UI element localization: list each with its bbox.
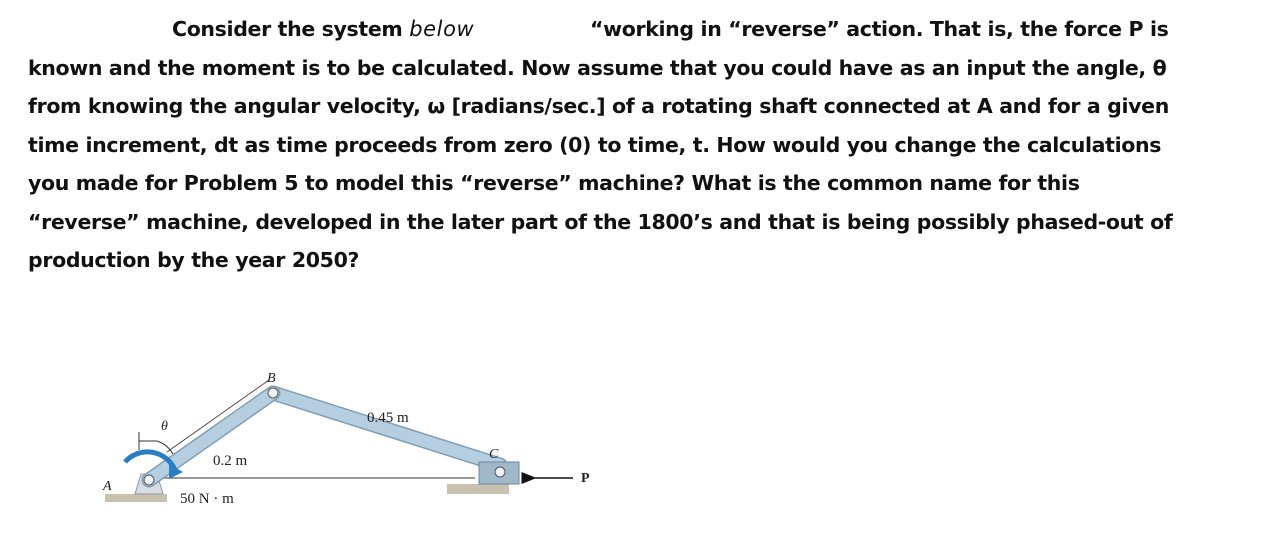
ground-c [447, 484, 509, 494]
slider-crank-diagram [95, 362, 615, 537]
label-b: B [267, 371, 276, 386]
problem-line-2: known and the moment is to be calculated. Now assume that you could have as an input the angle, θ [28, 55, 1167, 80]
pin-b [268, 388, 278, 398]
label-p: P [581, 471, 590, 486]
problem-line-5: you made for Problem 5 to model this “reverse” machine? What is the common name for this [28, 171, 1080, 195]
ground-a [105, 494, 167, 502]
moment-label: 50 N · m [180, 491, 234, 507]
problem-line-1-prefix: Consider the system [172, 17, 403, 41]
pin-c [495, 467, 505, 477]
problem-line-3: from knowing the angular velocity, ω [radians/sec.] of a rotating shaft connected at A and for a given [28, 94, 1169, 118]
problem-statement [28, 10, 1253, 280]
rod-length-label: 0.45 m [367, 410, 409, 426]
problem-line-6: “reverse” machine, developed in the later part of the 1800’s and that is being possibly phased-out of [28, 209, 1173, 234]
problem-line-7: production by the year 2050? [28, 248, 360, 272]
problem-line-1 [28, 10, 1253, 49]
label-a: A [103, 479, 112, 494]
problem-line-1-suffix: “working in “reverse” action. That is, the force P is [590, 17, 1169, 41]
handwritten-note: below [409, 17, 475, 41]
label-c: C [489, 447, 499, 462]
label-theta: θ [161, 419, 168, 434]
connecting-rod-face [273, 393, 500, 465]
pin-a [144, 475, 154, 485]
crank-dimension-line [167, 380, 269, 452]
crank-link-face [149, 393, 273, 480]
problem-line-4: time increment, dt as time proceeds from zero (0) to time, t. How would you change the calculations [28, 132, 1162, 157]
crank-length-label: 0.2 m [213, 453, 248, 469]
